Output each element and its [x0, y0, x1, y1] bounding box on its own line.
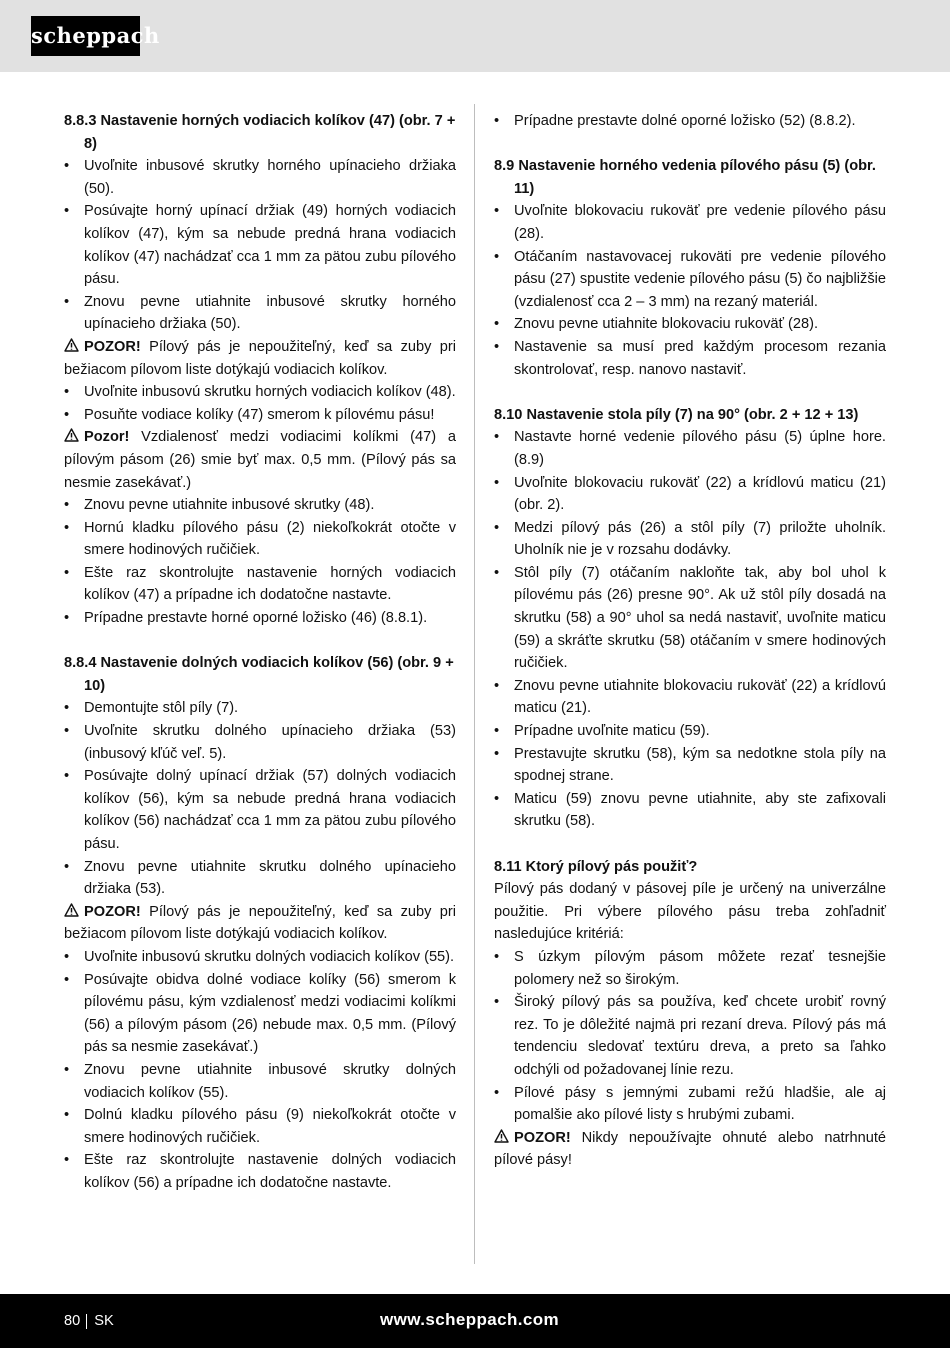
warning-text: Vzdialenosť medzi vodiacimi kolíkmi (47) a pílovým pásom (26) smie byť max. 0,5 mm. (Pílový pás sa nesmie zasekávať.): [64, 429, 456, 491]
list-item: • Demontujte stôl píly (7).: [64, 697, 456, 720]
list-item: • Posúvajte dolný upínací držiak (57) dolných vodiacich kolíkov (56), kým sa nebude predná hrana vodiacich kolíkov (56) nachádzať cca 1 mm za pätou zubu pílového pásu.: [64, 765, 456, 855]
list-item: • Otáčaním nastavovacej rukoväti pre vedenie pílového pásu (27) spustite vedenie pílového pásu (5) čo najbližšie (vzdialenosť cca 2 – 3 mm) na rezaný materiál.: [494, 246, 886, 314]
section-heading: 8.11 Ktorý pílový pás použiť?: [494, 858, 698, 875]
scheppach-logo: scheppach: [31, 16, 140, 56]
bullet-list: [64, 494, 456, 630]
list-item: • Uvoľnite blokovaciu rukoväť (22) a krídlovú maticu (21) (obr. 2).: [494, 472, 886, 517]
footer-bar: [0, 1294, 950, 1348]
warning-note: [64, 426, 456, 494]
footer-separator: [86, 1314, 87, 1329]
list-item: • Široký pílový pás sa používa, keď chcete urobiť rovný rez. To je dôležité najmä pri rezaní dreva. Pílový pás má tendenciu sledovať textúru dreva, a preto sa ľahko odchýli od požadovanej línie rezu.: [494, 991, 886, 1081]
list-item: • Medzi pílový pás (26) a stôl píly (7) priložte uholník. Uholník nie je v rozsahu dodávky.: [494, 517, 886, 562]
list-item: • Uvoľnite blokovaciu rukoväť pre vedenie pílového pásu (28).: [494, 200, 886, 245]
warning-label: Pozor!: [84, 429, 130, 446]
warning-label: POZOR!: [84, 338, 141, 355]
section-heading: 8.10 Nastavenie stola píly (7) na 90° (obr. 2 + 12 + 13): [494, 406, 859, 423]
list-item: • Nastavte horné vedenie pílového pásu (5) úplne hore. (8.9): [494, 426, 886, 471]
list-item: • Pílové pásy s jemnými zubami režú hladšie, ale aj pomalšie ako pílové listy s hrubými zubami.: [494, 1082, 886, 1127]
list-item: • Ešte raz skontrolujte nastavenie dolných vodiacich kolíkov (56) a prípadne ich dodatočne nastavte.: [64, 1149, 456, 1194]
list-item: • Uvoľnite inbusovú skrutku dolných vodiacich kolíkov (55).: [64, 946, 456, 969]
section-spacer: [494, 833, 886, 856]
section-heading: 8.9 Nastavenie horného vedenia pílového pásu (5) (obr. 11): [494, 158, 876, 197]
warning-triangle-icon: [64, 338, 79, 352]
section-heading: 8.8.3 Nastavenie horných vodiacich kolíkov (47) (obr. 7 + 8): [64, 113, 456, 152]
list-item: • Uvoľnite skrutku dolného upínacieho držiaka (53) (inbusový kľúč veľ. 5).: [64, 720, 456, 765]
paragraph: Pílový pás dodaný v pásovej píle je určený na univerzálne použitie. Pri výbere pílového pásu treba zohľadniť nasledujúce kritériá:: [494, 881, 886, 943]
warning-triangle-icon: [494, 1129, 509, 1143]
list-item: • Znovu pevne utiahnite blokovaciu rukoväť (28).: [494, 313, 886, 336]
header-bar: [0, 0, 950, 72]
list-item: • Posuňte vodiace kolíky (47) smerom k pílovému pásu!: [64, 404, 456, 427]
warning-text: Pílový pás je nepoužiteľný, keď sa zuby pri bežiacom pílovom liste dotýkajú vodiacich kolíkov.: [64, 903, 456, 943]
warning-label: POZOR!: [84, 903, 141, 920]
warning-note: [494, 1127, 886, 1172]
list-item: • Prípadne prestavte horné oporné ložisko (46) (8.8.1).: [64, 607, 456, 630]
bullet-list: [494, 110, 886, 133]
warning-label: POZOR!: [514, 1129, 571, 1146]
section-spacer: [64, 630, 456, 653]
list-item: • Prípadne uvoľnite maticu (59).: [494, 720, 886, 743]
warning-note: [64, 336, 456, 381]
list-item: • Znovu pevne utiahnite skrutku dolného upínacieho držiaka (53).: [64, 856, 456, 901]
list-item: • Znovu pevne utiahnite blokovaciu rukoväť (22) a krídlovú maticu (21).: [494, 675, 886, 720]
warning-note: [64, 901, 456, 946]
list-item: • Hornú kladku pílového pásu (2) niekoľkokrát otočte v smere hodinových ručičiek.: [64, 517, 456, 562]
list-item: • Znovu pevne utiahnite inbusové skrutky horného upínacieho držiaka (50).: [64, 291, 456, 336]
page-number: 80: [64, 1313, 81, 1329]
list-item: • Posúvajte horný upínací držiak (49) horných vodiacich kolíkov (47), kým sa nebude predná hrana vodiacich kolíkov (47) nachádzať cca 1 mm za pätou zubu pílového pásu.: [64, 200, 456, 290]
website-link[interactable]: www.scheppach.com: [380, 1310, 560, 1329]
bullet-list: [64, 381, 456, 426]
warning-triangle-icon: [64, 428, 79, 442]
list-item: • Uvoľnite inbusovú skrutku horných vodiacich kolíkov (48).: [64, 381, 456, 404]
list-item: • Uvoľnite inbusové skrutky horného upínacieho držiaka (50).: [64, 155, 456, 200]
section-spacer: [494, 133, 886, 156]
bullet-list: [494, 946, 886, 1127]
warning-text: Nikdy nepoužívajte ohnuté alebo natrhnuté pílové pásy!: [494, 1129, 886, 1169]
bullet-list: [494, 200, 886, 381]
bullet-list: [64, 946, 456, 1195]
list-item: • Znovu pevne utiahnite inbusové skrutky (48).: [64, 494, 456, 517]
section-spacer: [494, 381, 886, 404]
list-item: • Nastavenie sa musí pred každým procesom rezania skontrolovať, resp. nanovo nastaviť.: [494, 336, 886, 381]
list-item: • Prípadne prestavte dolné oporné ložisko (52) (8.8.2).: [494, 110, 886, 133]
bullet-list: [64, 697, 456, 900]
language-code: SK: [94, 1313, 114, 1329]
page-info: [64, 1311, 114, 1331]
list-item: • S úzkym pílovým pásom môžete rezať tesnejšie polomery než so širokým.: [494, 946, 886, 991]
list-item: • Maticu (59) znovu pevne utiahnite, aby ste zafixovali skrutku (58).: [494, 788, 886, 833]
warning-triangle-icon: [64, 903, 79, 917]
list-item: • Posúvajte obidva dolné vodiace kolíky (56) smerom k pílovému pásu, kým vzdialenosť medzi vodiacimi kolíkmi (56) a pílovým pásom (26) nebude max. 0,5 mm. (Pílový pás sa nesmie zasekávať.): [64, 969, 456, 1059]
right-column: [494, 110, 886, 1172]
list-item: • Stôl píly (7) otáčaním nakloňte tak, aby bol uhol k pílovému pás (26) presne 90°. Ak už stôl píly dosadá na skrutku (58) a 90° uhol sa nedá nastaviť, uvoľnite maticu (59) a skráťte skrutku (58) otáčaním v smere hodinových ručičiek.: [494, 562, 886, 675]
list-item: • Prestavujte skrutku (58), kým sa nedotkne stola píly na spodnej strane.: [494, 743, 886, 788]
warning-text: Pílový pás je nepoužiteľný, keď sa zuby pri bežiacom pílovom liste dotýkajú vodiacich kolíkov.: [64, 338, 456, 378]
left-column: [64, 110, 456, 1195]
section-heading: 8.8.4 Nastavenie dolných vodiacich kolíkov (56) (obr. 9 + 10): [64, 655, 454, 694]
bullet-list: [64, 155, 456, 336]
bullet-list: [494, 426, 886, 833]
list-item: • Dolnú kladku pílového pásu (9) niekoľkokrát otočte v smere hodinových ručičiek.: [64, 1104, 456, 1149]
column-divider: [474, 104, 475, 1264]
list-item: • Ešte raz skontrolujte nastavenie horných vodiacich kolíkov (47) a prípadne ich dodatočne nastavte.: [64, 562, 456, 607]
list-item: • Znovu pevne utiahnite inbusové skrutky dolných vodiacich kolíkov (55).: [64, 1059, 456, 1104]
